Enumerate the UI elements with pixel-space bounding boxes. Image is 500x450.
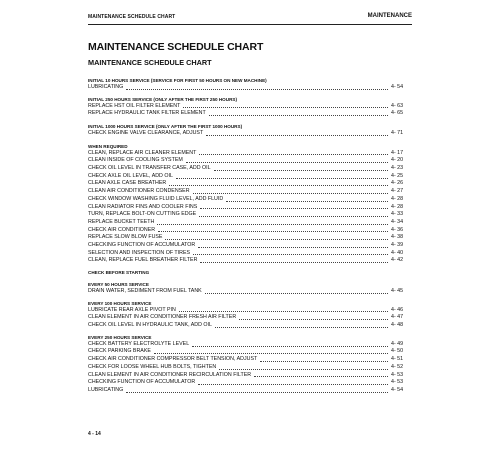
page-reference: 4- 38 — [391, 234, 404, 241]
dot-leader — [200, 203, 388, 209]
page-reference: 4- 63 — [391, 102, 404, 109]
page-reference: 4- 36 — [391, 226, 404, 233]
schedule-row — [88, 110, 411, 118]
task-label: CHECK WINDOW WASHING FLUID LEVEL, ADD FLUID — [88, 195, 224, 202]
running-header — [88, 14, 412, 24]
page-reference: 4- 50 — [391, 348, 404, 355]
page-reference: 4- 20 — [391, 157, 404, 164]
task-label: CHECK FOR LOOSE WHEEL HUB BOLTS, TIGHTEN — [88, 363, 217, 370]
task-label: REPLACE HYDRAULIC TANK FILTER ELEMENT — [88, 110, 206, 117]
task-label: REPLACE BUCKET TEETH — [88, 218, 155, 225]
dot-leader — [199, 149, 388, 155]
page-reference: 4- 27 — [391, 188, 404, 195]
task-label: CLEAN INSIDE OF COOLING SYSTEM — [88, 157, 183, 164]
dot-leader — [260, 356, 388, 362]
section-heading: EVERY 100 HOURS SERVICE — [88, 300, 152, 306]
dot-leader — [206, 130, 388, 136]
schedule-row — [88, 387, 411, 395]
section-heading: INITIAL 250 HOURS SERVICE (ONLY AFTER THE FIRST 250 HOURS) — [88, 96, 237, 102]
page-reference: 4- 26 — [391, 180, 404, 187]
schedule-section — [88, 282, 411, 296]
task-label: REPLACE SLOW BLOW FUSE — [88, 234, 163, 241]
schedule-row — [88, 322, 411, 330]
task-label: CHECK OIL LEVEL IN TRANSFER CASE, ADD OIL — [88, 165, 211, 172]
page-reference: 4- 42 — [391, 257, 404, 264]
page-reference: 4- 25 — [391, 172, 404, 179]
schedule-section — [88, 97, 411, 118]
schedule-section — [88, 124, 411, 138]
page-reference: 4- 33 — [391, 211, 404, 218]
task-label: SELECTION AND INSPECTION OF TIRES — [88, 249, 191, 256]
dot-leader — [154, 348, 388, 354]
page-reference: 4- 52 — [391, 363, 404, 370]
section-heading: INITIAL 10 HOURS SERVICE (SERVICE FOR FIRST 50 HOURS ON NEW MACHINE) — [88, 78, 267, 83]
schedule-section — [88, 335, 411, 395]
dot-leader — [157, 219, 388, 225]
page-reference: 4- 49 — [391, 340, 404, 347]
task-label: LUBRICATING — [88, 83, 124, 90]
schedule-row — [88, 130, 411, 138]
page-reference: 4- 65 — [391, 110, 404, 117]
schedule-section — [88, 270, 411, 276]
dot-leader — [198, 379, 388, 385]
page-reference: 4- 46 — [391, 306, 404, 313]
schedule-row — [88, 288, 411, 296]
page-number: 4 - 14 — [88, 431, 101, 437]
schedule-section — [88, 78, 411, 92]
task-label: REPLACE HST OIL FILTER ELEMENT — [88, 102, 181, 109]
schedule-section — [88, 144, 411, 265]
page-subtitle: MAINTENANCE SCHEDULE CHART — [88, 58, 212, 67]
task-label: CHECK AIR CONDITIONER — [88, 226, 156, 233]
section-heading: CHECK BEFORE STARTING — [88, 270, 150, 276]
schedule-row — [88, 257, 411, 265]
dot-leader — [219, 364, 388, 370]
header-left: MAINTENANCE SCHEDULE CHART — [88, 14, 176, 20]
page-reference: 4- 51 — [391, 356, 404, 363]
task-label: LUBRICATING — [88, 386, 124, 393]
dot-leader — [205, 288, 388, 294]
dot-leader — [200, 257, 388, 263]
task-label: CLEAN, REPLACE AIR CLEANER ELEMENT — [88, 149, 197, 156]
schedule-section — [88, 301, 411, 330]
dot-leader — [179, 306, 388, 312]
dot-leader — [126, 84, 388, 90]
task-label: CLEAN, REPLACE FUEL BREATHER FILTER — [88, 257, 198, 264]
page-reference: 4- 47 — [391, 314, 404, 321]
dot-leader — [126, 387, 388, 393]
task-label: CHECK AIR CONDITIONER COMPRESSOR BELT TENSION, ADJUST — [88, 356, 258, 363]
task-label: CLEAN AIR CONDITIONER CONDENSER — [88, 188, 190, 195]
page-reference: 4- 28 — [391, 203, 404, 210]
dot-leader — [158, 226, 388, 232]
page-reference: 4- 48 — [391, 322, 404, 329]
dot-leader — [165, 234, 388, 240]
dot-leader — [192, 341, 388, 347]
task-label: CHECK BATTERY ELECTROLYTE LEVEL — [88, 340, 190, 347]
page-reference: 4- 53 — [391, 379, 404, 386]
task-label: CHECKING FUNCTION OF ACCUMULATOR — [88, 241, 196, 248]
task-label: LUBRICATE REAR AXLE PIVOT PIN — [88, 306, 176, 313]
dot-leader — [199, 211, 388, 217]
section-heading: EVERY 50 HOURS SERVICE — [88, 282, 149, 288]
page-reference: 4- 17 — [391, 149, 404, 156]
header-rule — [88, 24, 412, 25]
dot-leader — [193, 249, 388, 255]
page-reference: 4- 39 — [391, 241, 404, 248]
task-label: CHECKING FUNCTION OF ACCUMULATOR — [88, 379, 196, 386]
page-reference: 4- 23 — [391, 165, 404, 172]
task-label: CHECK OIL LEVEL IN HYDRAULIC TANK, ADD OIL — [88, 322, 212, 329]
dot-leader — [198, 242, 388, 248]
task-label: CLEAN RADIATOR FINS AND COOLER FINS — [88, 203, 198, 210]
dot-leader — [193, 188, 388, 194]
dot-leader — [209, 110, 388, 116]
schedule-row — [88, 84, 411, 92]
section-heading: EVERY 250 HOURS SERVICE — [88, 334, 152, 340]
task-label: CHECK AXLE OIL LEVEL, ADD OIL — [88, 172, 173, 179]
dot-leader — [254, 371, 388, 377]
page-reference: 4- 28 — [391, 195, 404, 202]
task-label: CHECK PARKING BRAKE — [88, 348, 151, 355]
dot-leader — [186, 157, 388, 163]
schedule-list — [88, 73, 411, 395]
page-reference: 4- 54 — [391, 386, 404, 393]
header-right: MAINTENANCE — [367, 13, 412, 19]
dot-leader — [226, 196, 388, 202]
section-heading: INITIAL 1000 HOURS SERVICE (ONLY AFTER THE FIRST 1000 HOURS) — [88, 124, 243, 130]
task-label: CHECK ENGINE VALVE CLEARANCE, ADJUST — [88, 130, 204, 137]
task-label: CLEAN ELEMENT IN AIR CONDITIONER FRESH AIR FILTER — [88, 314, 237, 321]
task-label: DRAIN WATER, SEDIMENT FROM FUEL TANK — [88, 288, 202, 295]
dot-leader — [169, 180, 388, 186]
page-reference: 4- 40 — [391, 249, 404, 256]
page-reference: 4- 54 — [391, 83, 404, 90]
page-reference: 4- 34 — [391, 218, 404, 225]
dot-leader — [183, 102, 388, 108]
page-reference: 4- 53 — [391, 371, 404, 378]
page-reference: 4- 71 — [391, 130, 404, 137]
dot-leader — [239, 314, 388, 320]
page-title: MAINTENANCE SCHEDULE CHART — [88, 41, 264, 53]
task-label: CLEAN AXLE CASE BREATHER — [88, 180, 167, 187]
dot-leader — [214, 165, 388, 171]
task-label: CLEAN ELEMENT IN AIR CONDITIONER RECIRCULATION FILTER — [88, 371, 252, 378]
dot-leader — [215, 322, 388, 328]
page-reference: 4- 45 — [391, 288, 404, 295]
section-heading: WHEN REQUIRED — [88, 143, 128, 149]
dot-leader — [176, 173, 388, 179]
task-label: TURN, REPLACE BOLT-ON CUTTING EDGE — [88, 211, 197, 218]
